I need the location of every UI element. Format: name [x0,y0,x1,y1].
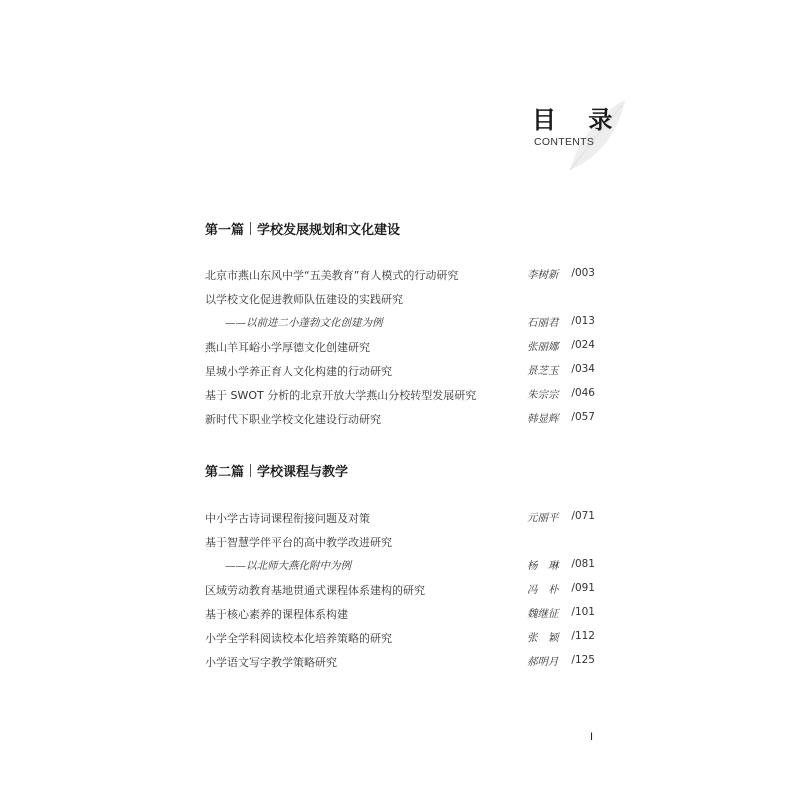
entry-title: 中小学古诗词课程衔接问题及对策 [205,512,370,525]
toc-entry-subtitle[interactable] [205,558,595,576]
entry-author: 李树新 [527,269,559,281]
entry-author: 魏继征 [527,608,559,620]
entry-author: 石丽君 [527,317,559,329]
entry-page: /034 [571,363,595,375]
entry-title: 新时代下职业学校文化建设行动研究 [205,413,381,426]
entry-author: 杨 琳 [527,560,559,572]
section-part: 第一篇 [205,223,245,238]
entry-author: 朱宗宗 [527,389,559,401]
entry-title: 小学语文写字教学策略研究 [205,656,337,669]
entry-title: 基于 SWOT 分析的北京开放大学燕山分校转型发展研究 [205,389,477,402]
entry-page: /112 [571,630,595,642]
toc-entry[interactable] [205,606,595,624]
entry-page: /091 [571,582,595,594]
entry-author: 韩显辉 [527,413,559,425]
entry-author: 郝明月 [527,656,559,668]
toc-entry-subtitle[interactable] [205,315,595,333]
entry-title: 基于智慧学伴平台的高中教学改进研究 [205,536,392,549]
toc-entry[interactable] [205,630,595,648]
section-name: 学校课程与教学 [257,465,349,480]
section-part: 第二篇 [205,465,245,480]
toc-entry[interactable] [205,654,595,672]
toc-entry[interactable] [205,267,595,285]
entry-page: /101 [571,606,595,618]
section-heading [205,219,400,238]
section-separator [250,222,251,235]
entry-page: /024 [571,339,595,351]
entry-page: /003 [571,267,595,279]
toc-entry[interactable] [205,534,595,552]
entry-page: /057 [571,411,595,423]
toc-entry[interactable] [205,582,595,600]
entry-title: 北京市燕山东风中学“五美教育”育人模式的行动研究 [205,269,459,282]
entry-title: 基于核心素养的课程体系构建 [205,608,348,621]
section-name: 学校发展规划和文化建设 [257,223,401,238]
entry-author: 张丽娜 [527,341,559,353]
toc-entry[interactable] [205,510,595,528]
toc-entry[interactable] [205,291,595,309]
toc-entry[interactable] [205,387,595,405]
entry-page: /046 [571,387,595,399]
section-heading [205,461,348,480]
section-separator [250,464,251,477]
toc-entry[interactable] [205,411,595,429]
entry-title: 燕山羊耳峪小学厚德文化创建研究 [205,341,370,354]
entry-author: 张 颖 [527,632,559,644]
entry-title: 星城小学养正育人文化构建的行动研究 [205,365,392,378]
entry-page: /125 [571,654,595,666]
entry-author: 元丽平 [527,512,559,524]
entry-title: 以学校文化促进教师队伍建设的实践研究 [205,293,403,306]
toc-entry[interactable] [205,363,595,381]
entry-page: /013 [571,315,595,327]
page-title: 目 录 [532,105,625,134]
entry-author: 冯 朴 [527,584,559,596]
entry-author: 景芝玉 [527,365,559,377]
entry-subtitle: ——以北师大燕化附中为例 [225,560,351,572]
entry-subtitle: ——以前进二小蓬勃文化创建为例 [225,317,383,329]
page-number: I [590,731,594,743]
entry-page: /071 [571,510,595,522]
entry-title: 区域劳动教育基地贯通式课程体系建构的研究 [205,584,425,597]
toc-entry[interactable] [205,339,595,357]
page-subtitle: CONTENTS [534,136,595,148]
entry-page: /081 [571,558,595,570]
entry-title: 小学全学科阅读校本化培养策略的研究 [205,632,392,645]
